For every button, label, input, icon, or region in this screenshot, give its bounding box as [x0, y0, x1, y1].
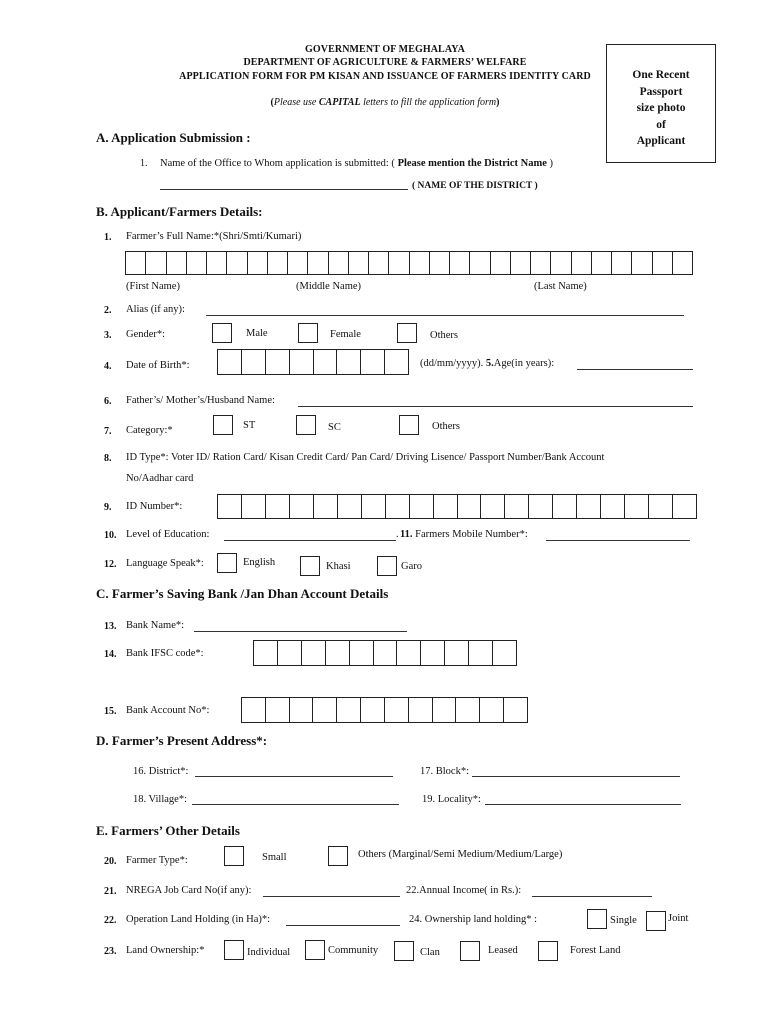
dob-format-and-age: (dd/mm/yyyy). 5.Age(in years):: [420, 358, 555, 369]
category-sc-checkbox[interactable]: [296, 415, 316, 435]
q-number: 22.: [104, 915, 117, 926]
account-label: Bank Account No*:: [126, 705, 210, 716]
gender-label: Gender*:: [126, 329, 166, 340]
holding-option: Joint: [668, 913, 689, 924]
office-question: Name of the Office to Whom application is submitted: ( Please mention the District Name ): [160, 158, 553, 169]
category-others-checkbox[interactable]: [399, 415, 419, 435]
land-holding-label: Operation Land Holding (in Ha)*:: [126, 914, 271, 925]
gender-male-checkbox[interactable]: [212, 323, 232, 343]
village-label: 18. Village*:: [133, 794, 188, 805]
full-name-boxes[interactable]: [125, 251, 693, 275]
nrega-label: NREGA Job Card No(if any):: [126, 885, 252, 896]
language-option: Khasi: [326, 561, 351, 572]
farmer-type-others-checkbox[interactable]: [328, 846, 348, 866]
village-field[interactable]: [192, 804, 399, 805]
ownership-community-checkbox[interactable]: [305, 940, 325, 960]
section-b-title: B. Applicant/Farmers Details:: [96, 204, 263, 219]
education-field[interactable]: [224, 540, 396, 541]
photo-label: size photo: [636, 102, 686, 114]
farmer-type-option: Small: [262, 852, 287, 863]
id-number-boxes[interactable]: [217, 494, 697, 519]
q-number: 20.: [104, 856, 117, 867]
ownership-option: Community: [328, 945, 379, 956]
farmer-type-label: Farmer Type*:: [126, 855, 188, 866]
ownership-option: Leased: [488, 945, 518, 956]
education-end: .: [396, 529, 399, 540]
holding-joint-checkbox[interactable]: [646, 911, 666, 931]
section-a-title: A. Application Submission :: [96, 130, 251, 145]
q-number: 12.: [104, 559, 117, 570]
full-name-label: Farmer’s Full Name:*(Shri/Smti/Kumari): [126, 231, 302, 242]
holding-single-checkbox[interactable]: [587, 909, 607, 929]
category-option: Others: [432, 421, 460, 432]
locality-label: 19. Locality*:: [422, 794, 481, 805]
form-title: APPLICATION FORM FOR PM KISAN AND ISSUANCE OF FARMERS IDENTITY CARD: [179, 71, 591, 82]
dob-label: Date of Birth*:: [126, 360, 190, 371]
ownership-holding-label: 24. Ownership land holding* :: [409, 914, 538, 925]
ownership-forest-checkbox[interactable]: [538, 941, 558, 961]
district-label: 16. District*:: [133, 766, 189, 777]
income-label: 22.Annual Income( in Rs.):: [406, 885, 522, 896]
ownership-option: Individual: [247, 947, 291, 958]
income-field[interactable]: [532, 896, 652, 897]
q-number: 4.: [104, 361, 112, 372]
ifsc-label: Bank IFSC code*:: [126, 648, 204, 659]
capital-note: (Please use CAPITAL letters to fill the application form): [270, 97, 500, 108]
q-number: 10.: [104, 530, 117, 541]
q-number: 1.: [140, 158, 148, 169]
gov-title: GOVERNMENT OF MEGHALAYA: [305, 44, 465, 55]
ownership-leased-checkbox[interactable]: [460, 941, 480, 961]
q-number: 8.: [104, 453, 112, 464]
photo-box[interactable]: [606, 44, 716, 163]
id-number-label: ID Number*:: [126, 501, 183, 512]
q-number: 15.: [104, 706, 117, 717]
photo-label: of: [656, 118, 666, 131]
gender-option: Male: [246, 328, 268, 339]
dob-boxes[interactable]: [217, 349, 409, 375]
language-option: Garo: [401, 561, 422, 572]
first-name-label: (First Name): [126, 281, 180, 292]
ownership-individual-checkbox[interactable]: [224, 940, 244, 960]
middle-name-label: (Middle Name): [296, 281, 362, 292]
id-type-label-cont: No/Aadhar card: [126, 473, 194, 484]
q-number: 2.: [104, 305, 112, 316]
block-field[interactable]: [472, 776, 680, 777]
section-c-title: C. Farmer’s Saving Bank /Jan Dhan Account Details: [96, 586, 389, 601]
category-option: SC: [328, 422, 341, 433]
category-option: ST: [243, 420, 256, 431]
q-number: 3.: [104, 330, 112, 341]
photo-label: Applicant: [636, 135, 686, 147]
alias-field[interactable]: [206, 315, 684, 316]
gender-female-checkbox[interactable]: [298, 323, 318, 343]
nrega-field[interactable]: [263, 896, 400, 897]
language-garo-checkbox[interactable]: [377, 556, 397, 576]
language-label: Language Speak*:: [126, 558, 204, 569]
category-st-checkbox[interactable]: [213, 415, 233, 435]
mobile-label: 11. Farmers Mobile Number*:: [400, 529, 528, 540]
language-english-checkbox[interactable]: [217, 553, 237, 573]
q-number: 7.: [104, 426, 112, 437]
account-boxes[interactable]: [241, 697, 528, 723]
dept-title: DEPARTMENT OF AGRICULTURE & FARMERS’ WELFARE: [243, 57, 527, 68]
q-number: 21.: [104, 886, 117, 897]
language-khasi-checkbox[interactable]: [300, 556, 320, 576]
mobile-field[interactable]: [546, 540, 690, 541]
age-field[interactable]: [577, 369, 693, 370]
education-label: Level of Education:: [126, 529, 210, 540]
language-option: English: [243, 557, 276, 568]
farmer-type-option: Others (Marginal/Semi Medium/Medium/Large): [358, 849, 563, 860]
gender-option: Female: [330, 329, 361, 340]
farmer-type-small-checkbox[interactable]: [224, 846, 244, 866]
ifsc-boxes[interactable]: [253, 640, 517, 666]
land-holding-field[interactable]: [286, 925, 400, 926]
last-name-label: (Last Name): [534, 281, 587, 292]
holding-option: Single: [610, 915, 637, 926]
bank-name-label: Bank Name*:: [126, 620, 185, 631]
q-number: 9.: [104, 502, 112, 513]
gender-option: Others: [430, 330, 458, 341]
section-d-title: D. Farmer’s Present Address*:: [96, 733, 268, 748]
alias-label: Alias (if any):: [126, 304, 185, 315]
category-label: Category:*: [126, 425, 173, 436]
block-label: 17. Block*:: [420, 766, 469, 777]
q-number: 13.: [104, 621, 117, 632]
ownership-option: Forest Land: [570, 945, 621, 956]
locality-field[interactable]: [485, 804, 681, 805]
q-number: 23.: [104, 946, 117, 957]
section-e-title: E. Farmers’ Other Details: [96, 823, 240, 838]
id-type-label: ID Type*: Voter ID/ Ration Card/ Kisan Credit Card/ Pan Card/ Driving Lisence/ Passport Number/Bank Account: [126, 452, 605, 463]
district-field[interactable]: [160, 189, 408, 190]
district-address-field[interactable]: [195, 776, 393, 777]
land-ownership-label: Land Ownership:*: [126, 945, 205, 956]
parent-name-label: Father’s/ Mother’s/Husband Name:: [126, 395, 275, 406]
photo-label: Passport: [639, 85, 683, 98]
bank-name-field[interactable]: [194, 631, 407, 632]
ownership-option: Clan: [420, 947, 440, 958]
q-number: 14.: [104, 649, 117, 660]
q-number: 6.: [104, 396, 112, 407]
parent-name-field[interactable]: [298, 406, 693, 407]
photo-label: One Recent: [632, 69, 690, 81]
gender-others-checkbox[interactable]: [397, 323, 417, 343]
ownership-clan-checkbox[interactable]: [394, 941, 414, 961]
q-number: 1.: [104, 232, 112, 243]
district-label: ( NAME OF THE DISTRICT ): [412, 181, 538, 191]
